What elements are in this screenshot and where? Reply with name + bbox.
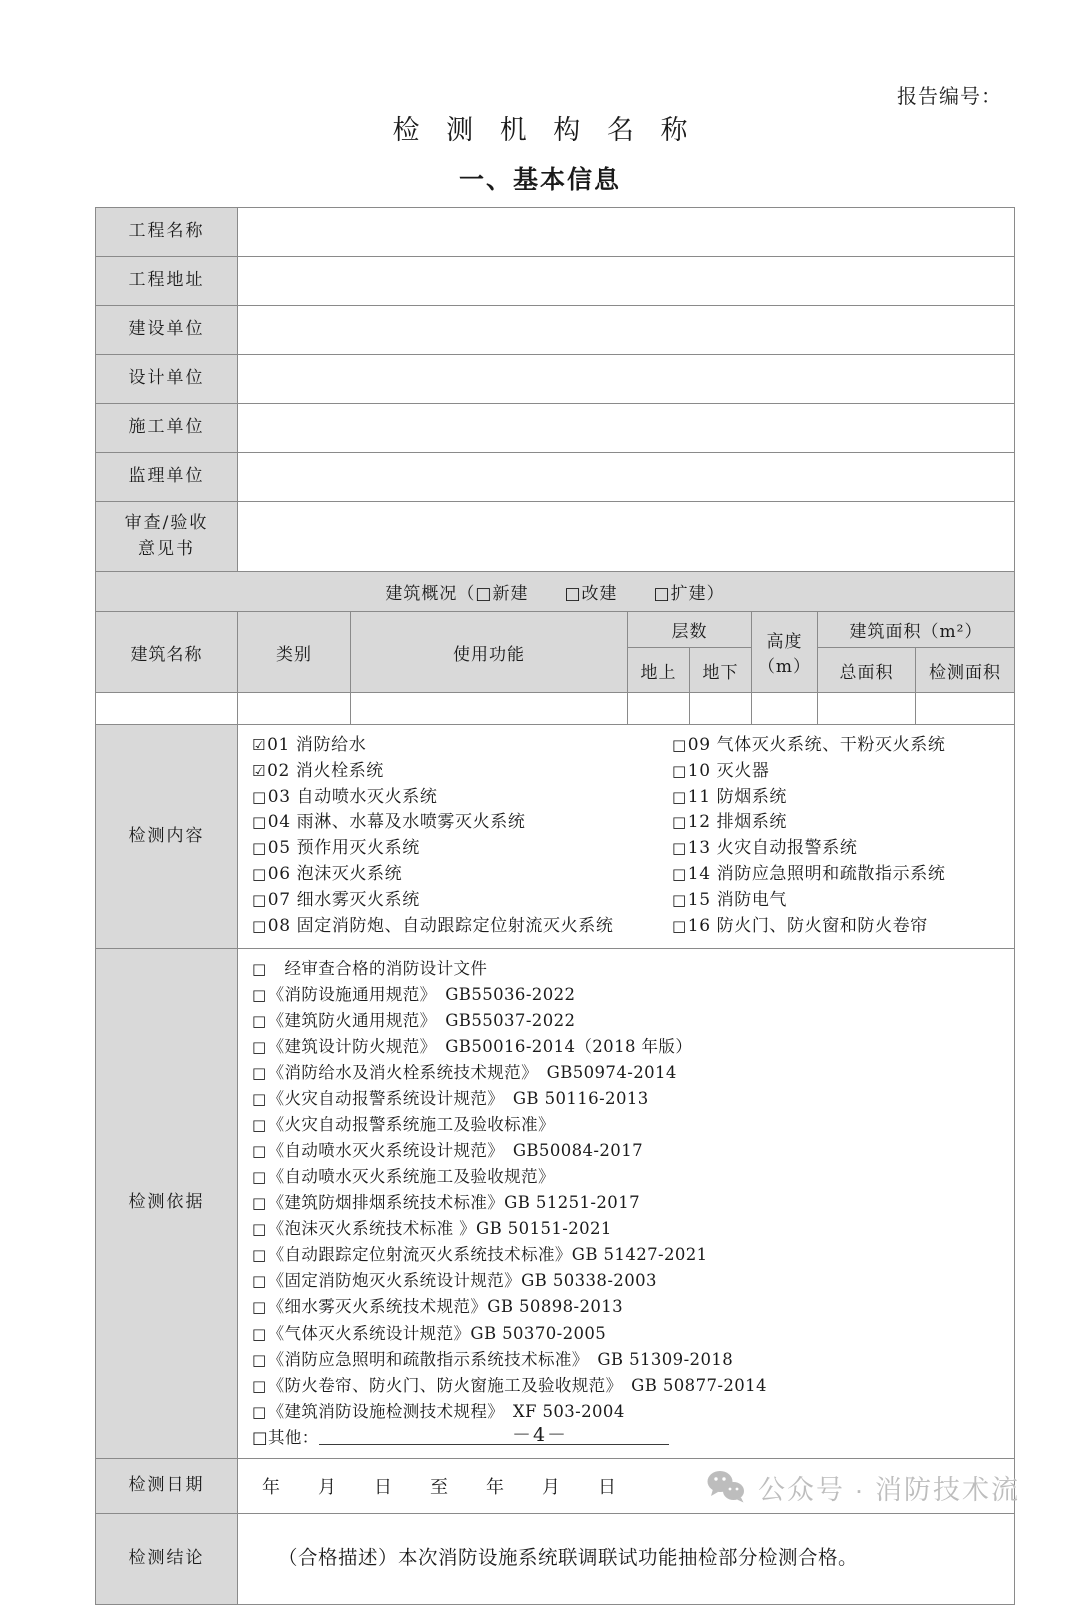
col-header-floors-below: 地下 [690, 648, 752, 693]
list-item-label: 经审查合格的消防设计文件 [267, 958, 488, 978]
cell-height[interactable] [752, 693, 818, 725]
list-item-label: 05 预作用灭火系统 [267, 838, 420, 859]
review-label-line2: 意见书 [138, 538, 195, 559]
row-label-supervision-unit: 监理单位 [96, 453, 238, 502]
list-item-label: 09 气体灭火系统、干粉灭火系统 [687, 735, 946, 755]
inspection-content-columns [238, 725, 1014, 948]
row-label-design-unit: 设计单位 [96, 355, 238, 404]
row-value-project-name[interactable] [238, 208, 1015, 257]
list-item[interactable] [252, 862, 672, 888]
table-row [96, 502, 1015, 572]
row-label-contractor-unit: 施工单位 [96, 404, 238, 453]
list-item-label: 《固定消防炮灭火系统设计规范》GB 50338-2003 [267, 1271, 657, 1291]
table-row [96, 948, 1015, 1458]
checkbox-icon[interactable]: □ [252, 1246, 267, 1265]
cell-floors-above[interactable] [628, 693, 690, 725]
row-value-supervision-unit[interactable] [238, 453, 1015, 502]
row-value-construction-unit[interactable] [238, 306, 1015, 355]
list-item[interactable] [672, 862, 1072, 888]
row-label-review-opinion [96, 502, 238, 572]
list-item-label: 04 雨淋、水幕及水喷雾灭火系统 [267, 812, 526, 833]
checkbox-icon[interactable]: □ [672, 813, 687, 832]
checkbox-icon[interactable]: □ [252, 839, 267, 858]
list-item[interactable] [252, 1164, 1014, 1190]
list-item-label: 《泡沫灭火系统技术标准 》GB 50151-2021 [267, 1219, 612, 1239]
table-row [96, 208, 1015, 257]
wechat-icon [706, 1469, 746, 1507]
row-label-conclusion: 检测结论 [96, 1513, 238, 1604]
list-item-label: 16 防火门、防火窗和防火卷帘 [687, 915, 928, 936]
col-header-height [752, 612, 818, 693]
list-item-label: 《建筑设计防火规范》 GB50016-2014（2018 年版） [267, 1036, 693, 1056]
list-item[interactable] [252, 1216, 1014, 1242]
table-row [96, 257, 1015, 306]
checkbox-icon[interactable]: □ [672, 736, 687, 754]
basic-info-table-wrap [95, 207, 1014, 1605]
list-item[interactable] [252, 836, 672, 862]
list-item-label: 《自动跟踪定位射流灭火系统技术标准》GB 51427-2021 [267, 1245, 708, 1265]
cell-building-name[interactable] [96, 693, 238, 725]
checkbox-icon[interactable]: □ [252, 916, 267, 935]
list-item[interactable] [252, 785, 672, 811]
watermark [706, 1468, 1020, 1507]
review-label-line1: 审查/验收 [124, 513, 209, 533]
checkbox-icon[interactable]: □ [672, 890, 687, 909]
list-item-label: 15 消防电气 [687, 889, 788, 910]
inspection-content-left-column [252, 733, 672, 940]
checkbox-icon[interactable]: □ [252, 1011, 267, 1030]
inspection-basis-cell [238, 948, 1015, 1458]
list-item-label: 08 固定消防炮、自动跟踪定位射流灭火系统 [267, 915, 614, 936]
list-item[interactable] [252, 810, 672, 836]
list-item-label: 《火灾自动报警系统施工及验收标准》 [267, 1115, 555, 1134]
inspection-content-cell [238, 725, 1015, 949]
organization-title: 检 测 机 构 名 称 [392, 115, 697, 146]
table-row [96, 306, 1015, 355]
checkbox-icon[interactable]: □ [252, 787, 267, 806]
list-item[interactable] [672, 785, 1072, 811]
cell-function[interactable] [351, 693, 628, 725]
list-item-label: 《建筑防火通用规范》 GB55037-2022 [267, 1010, 576, 1030]
cell-floors-below[interactable] [690, 693, 752, 725]
row-value-contractor-unit[interactable] [238, 404, 1015, 453]
list-item-label: 《气体灭火系统设计规范》GB 50370-2005 [267, 1323, 607, 1343]
checkbox-icon[interactable]: □ [252, 1168, 267, 1187]
checkbox-icon[interactable]: □ [672, 839, 687, 858]
inspection-content-right-column [672, 733, 1072, 940]
list-item-label: 14 消防应急照明和疏散指示系统 [687, 864, 946, 885]
height-label-line1: 高度 [766, 632, 803, 652]
list-item[interactable] [672, 888, 1072, 914]
checkbox-icon[interactable]: □ [672, 761, 687, 780]
checkbox-icon[interactable]: □ [672, 916, 687, 935]
list-item[interactable] [252, 1086, 1014, 1112]
list-item[interactable] [252, 1373, 1014, 1399]
list-item[interactable] [252, 1242, 1014, 1268]
col-header-category: 类别 [238, 612, 351, 693]
report-number-label: 报告编号： [897, 84, 1002, 108]
list-item-label: 《消防给水及消火栓系统技术规范》 GB50974-2014 [267, 1062, 677, 1082]
list-item[interactable] [252, 956, 1014, 982]
list-item[interactable] [252, 1321, 1014, 1347]
list-item-label: 《建筑防烟排烟系统技术标准》GB 51251-2017 [267, 1193, 640, 1213]
list-item-label: 06 泡沫灭火系统 [267, 864, 403, 885]
list-item[interactable] [252, 1190, 1014, 1216]
section-title: 一、基本信息 [458, 166, 621, 194]
list-item[interactable] [672, 914, 1072, 940]
table-row [96, 693, 1015, 725]
table-row [96, 725, 1015, 949]
conclusion-text: （合格描述）本次消防设施系统联调联试功能抽检部分检测合格。 [278, 1548, 859, 1570]
col-header-function: 使用功能 [351, 612, 628, 693]
list-item[interactable] [672, 836, 1072, 862]
other-label: □其他： [252, 1427, 319, 1447]
list-item[interactable] [252, 759, 672, 785]
row-label-project-name: 工程名称 [96, 208, 238, 257]
basic-info-table [95, 207, 1015, 1605]
list-item-label: 《消防应急照明和疏散指示系统技术标准》 GB 51309-2018 [267, 1349, 734, 1369]
list-item[interactable] [252, 1138, 1014, 1164]
checkbox-icon[interactable]: □ [252, 985, 267, 1004]
table-row [96, 404, 1015, 453]
col-header-floors: 层数 [628, 612, 752, 648]
list-item-label: 11 防烟系统 [687, 786, 788, 807]
checkbox-icon[interactable]: □ [252, 1324, 267, 1343]
list-item-label: 《火灾自动报警系统设计规范》 GB 50116-2013 [267, 1088, 649, 1108]
watermark-text: 公众号 · 消防技术流 [758, 1475, 1020, 1505]
table-row [96, 355, 1015, 404]
inspection-date-value: 年 月 日 至 年 月 日 [262, 1476, 626, 1498]
checkbox-icon[interactable]: □ [252, 1376, 267, 1395]
checkbox-icon[interactable]: □ [672, 865, 687, 884]
list-item-label: 02 消火栓系统 [267, 760, 384, 781]
list-item-label: 《防火卷帘、防火门、防火窗施工及验收规范》 GB 50877-2014 [267, 1375, 767, 1395]
list-item[interactable] [252, 1347, 1014, 1373]
list-item[interactable] [252, 1268, 1014, 1294]
checkbox-icon[interactable]: □ [252, 1402, 267, 1421]
list-item[interactable] [672, 733, 1072, 759]
row-label-construction-unit: 建设单位 [96, 306, 238, 355]
list-item[interactable] [252, 1294, 1014, 1320]
list-item[interactable] [252, 888, 672, 914]
checkbox-icon[interactable]: □ [252, 1142, 267, 1161]
checkbox-icon[interactable]: □ [252, 1194, 267, 1213]
checkbox-icon[interactable]: ☑ [252, 761, 267, 780]
list-item[interactable] [252, 1112, 1014, 1138]
list-item-label: 《自动喷水灭火系统施工及验收规范》 [267, 1167, 555, 1187]
row-value-review-opinion[interactable] [238, 502, 1015, 572]
cell-area-total[interactable] [818, 693, 916, 725]
checkbox-icon[interactable]: □ [252, 1298, 267, 1317]
list-item-label: 10 灭火器 [687, 760, 770, 781]
col-header-area: 建筑面积（m²） [818, 612, 1015, 648]
checkbox-icon[interactable]: □ [252, 1350, 267, 1369]
table-row [96, 572, 1015, 612]
row-value-design-unit[interactable] [238, 355, 1015, 404]
cell-area-tested[interactable] [916, 693, 1015, 725]
page-number: －4－ [511, 1424, 569, 1446]
list-item-label: 13 火灾自动报警系统 [687, 838, 858, 859]
checkbox-icon[interactable]: □ [252, 1089, 267, 1108]
list-item-label: 12 排烟系统 [687, 812, 788, 833]
checkbox-icon[interactable]: ☑ [252, 736, 267, 754]
cell-category[interactable] [238, 693, 351, 725]
building-overview-bar[interactable]: 建筑概况（□新建 □改建 □扩建） [96, 572, 1015, 612]
row-label-inspection-basis: 检测依据 [96, 948, 238, 1458]
checkbox-icon[interactable]: □ [252, 1272, 267, 1291]
list-item[interactable] [252, 1008, 1014, 1034]
checkbox-icon[interactable]: □ [252, 1116, 267, 1134]
checkbox-icon[interactable]: □ [252, 1220, 267, 1239]
list-item-label: 《消防设施通用规范》 GB55036-2022 [267, 984, 576, 1004]
checkbox-icon[interactable]: □ [252, 890, 267, 909]
row-label-inspection-content: 检测内容 [96, 725, 238, 949]
checkbox-icon[interactable]: □ [252, 1063, 267, 1082]
list-item-label: 《细水雾灭火系统技术规范》GB 50898-2013 [267, 1297, 624, 1317]
checkbox-icon[interactable]: □ [252, 813, 267, 832]
list-item[interactable] [252, 1060, 1014, 1086]
list-item[interactable] [252, 982, 1014, 1008]
col-header-building-name: 建筑名称 [96, 612, 238, 693]
checkbox-icon[interactable]: □ [252, 865, 267, 884]
height-label-line2: （m） [757, 657, 812, 677]
list-item[interactable] [672, 759, 1072, 785]
list-item[interactable] [252, 733, 672, 759]
col-header-area-total: 总面积 [818, 648, 916, 693]
row-label-inspection-date: 检测日期 [96, 1458, 238, 1513]
table-row [96, 612, 1015, 648]
list-item[interactable] [252, 1034, 1014, 1060]
col-header-floors-above: 地上 [628, 648, 690, 693]
list-item-label: 07 细水雾灭火系统 [267, 889, 420, 910]
inspection-basis-list [238, 949, 1014, 1458]
list-item-label: 03 自动喷水灭火系统 [267, 786, 438, 807]
checkbox-icon[interactable]: □ [252, 1037, 267, 1056]
checkbox-icon[interactable]: □ [252, 959, 267, 978]
row-value-project-address[interactable] [238, 257, 1015, 306]
list-item-label: 01 消防给水 [267, 735, 367, 755]
list-item[interactable] [252, 914, 672, 940]
list-item[interactable] [672, 810, 1072, 836]
table-row [96, 453, 1015, 502]
checkbox-icon[interactable]: □ [672, 787, 687, 806]
list-item-label: 《建筑消防设施检测技术规程》 XF 503-2004 [267, 1401, 625, 1421]
col-header-area-tested: 检测面积 [916, 648, 1015, 693]
row-label-project-address: 工程地址 [96, 257, 238, 306]
list-item-label: 《自动喷水灭火系统设计规范》 GB50084-2017 [267, 1141, 643, 1161]
